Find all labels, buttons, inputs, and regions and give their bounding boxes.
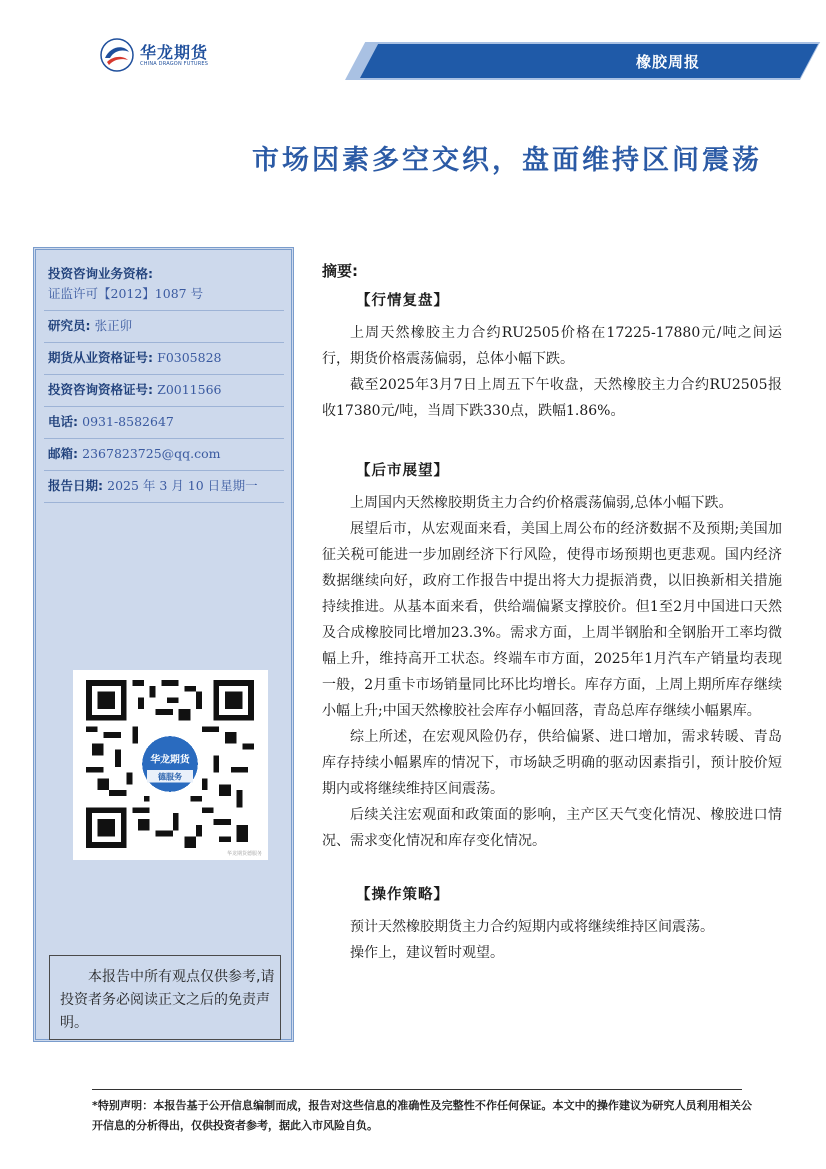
report-body: [322, 258, 782, 966]
info-sidebar: [33, 247, 294, 1042]
qr-center-sublabel: 德服务: [157, 771, 183, 782]
researcher-value: 张正卯: [94, 318, 133, 333]
researcher-label: 研究员:: [48, 318, 91, 333]
analyst-info: [44, 258, 284, 503]
market-review-paragraph: 上周天然橡胶主力合约RU2505价格在17225-17880元/吨之间运行，期货价格震荡偏弱，总体小幅下跌。: [322, 325, 782, 367]
section-spacer: [322, 424, 782, 458]
footer-divider: [92, 1089, 742, 1090]
qualification-value: 证监许可【2012】1087 号: [48, 286, 204, 301]
company-logo: [100, 36, 220, 76]
report-date-value: 2025 年 3 月 10 日星期一: [107, 478, 258, 493]
outlook-paragraph: 综上所述，在宏观风险仍存，供给偏紧、进口增加，需求转暖、青岛库存持续小幅累库的情况下，市场缺乏明确的驱动因素指引，预计胶价短期内或将继续维持区间震荡。: [322, 729, 782, 797]
qualification-label: 投资咨询业务资格:: [48, 266, 153, 281]
qr-code-panel: [73, 670, 268, 860]
phone-label: 电话:: [48, 414, 78, 429]
futures-cert-value: F0305828: [157, 350, 222, 365]
qr-caption: 华龙期货德服务: [226, 851, 262, 857]
email-label: 邮箱:: [48, 446, 78, 461]
special-statement: *特别声明：本报告基于公开信息编制而成，报告对这些信息的准确性及完整性不作任何保证。本文中的操作建议为研究人员利用相关公开信息的分析得出，仅供投资者参考，据此入市风险自负。: [92, 1099, 752, 1132]
email-row: [44, 439, 284, 471]
report-type-label: 橡胶周报: [636, 53, 701, 71]
outlook-heading: 【后市展望】: [356, 463, 449, 479]
qr-code-icon[interactable]: [86, 680, 254, 848]
phone-row: [44, 407, 284, 439]
phone-value: 0931-8582647: [82, 414, 174, 429]
page-title: 市场因素多空交织，盘面维持区间震荡: [252, 145, 762, 176]
strategy-heading: 【操作策略】: [356, 887, 449, 903]
report-date-label: 报告日期:: [48, 478, 103, 493]
header-band: [360, 44, 818, 78]
market-review-paragraph: 截至2025年3月7日上周五下午收盘，天然橡胶主力合约RU2505报收17380元/吨，当周下跌330点，跌幅1.86%。: [322, 377, 782, 419]
strategy-paragraph: 操作上，建议暂时观望。: [350, 945, 504, 961]
logo-subtext: CHINA DRAGON FUTURES: [140, 61, 209, 67]
futures-cert-row: [44, 343, 284, 375]
abstract-heading: 摘要:: [322, 262, 358, 280]
section-spacer: [322, 854, 782, 882]
qr-center-label: 华龙期货: [150, 754, 190, 766]
dragon-logo-icon: [100, 38, 134, 72]
strategy-paragraph: 预计天然橡胶期货主力合约短期内或将继续维持区间震荡。: [350, 919, 714, 935]
consult-cert-label: 投资咨询资格证号:: [48, 382, 153, 397]
outlook-paragraph: 展望后市，从宏观面来看，美国上周公布的经济数据不及预期;美国加征关税可能进一步加剧经济下行风险，使得市场预期也更悲观。国内经济数据继续向好，政府工作报告中提出将大力提振消费，以旧换新相关措施持续推进。从基本面来看，供给端偏紧支撑胶价。但1至2月中国进口天然及合成橡胶同比增加23.3%。需求方面，上周半钢胎和全钢胎开工率均微幅上升，维持高开工状态。终端车市方面，2025年1月汽车产销量均表现一般，2月重卡市场销量同比环比均增长。库存方面，上周上期所库存继续小幅上升;中国天然橡胶社会库存小幅回落，青岛总库存继续小幅累库。: [322, 521, 782, 719]
report-date-row: [44, 471, 284, 503]
email-value[interactable]: 2367823725@qq.com: [82, 446, 221, 461]
researcher-row: [44, 311, 284, 343]
logo-text: 华龙期货: [140, 43, 209, 62]
consult-cert-value: Z0011566: [157, 382, 222, 397]
futures-cert-label: 期货从业资格证号:: [48, 350, 153, 365]
market-review-heading: 【行情复盘】: [356, 293, 449, 309]
outlook-paragraph: 后续关注宏观面和政策面的影响，主产区天气变化情况、橡胶进口情况、需求变化情况和库存变化情况。: [322, 807, 782, 849]
qualification-row: [44, 258, 284, 311]
consult-cert-row: [44, 375, 284, 407]
disclaimer-box: 本报告中所有观点仅供参考,请投资者务必阅读正文之后的免责声明。: [49, 955, 281, 1040]
outlook-paragraph: 上周国内天然橡胶期货主力合约价格震荡偏弱,总体小幅下跌。: [350, 495, 733, 511]
